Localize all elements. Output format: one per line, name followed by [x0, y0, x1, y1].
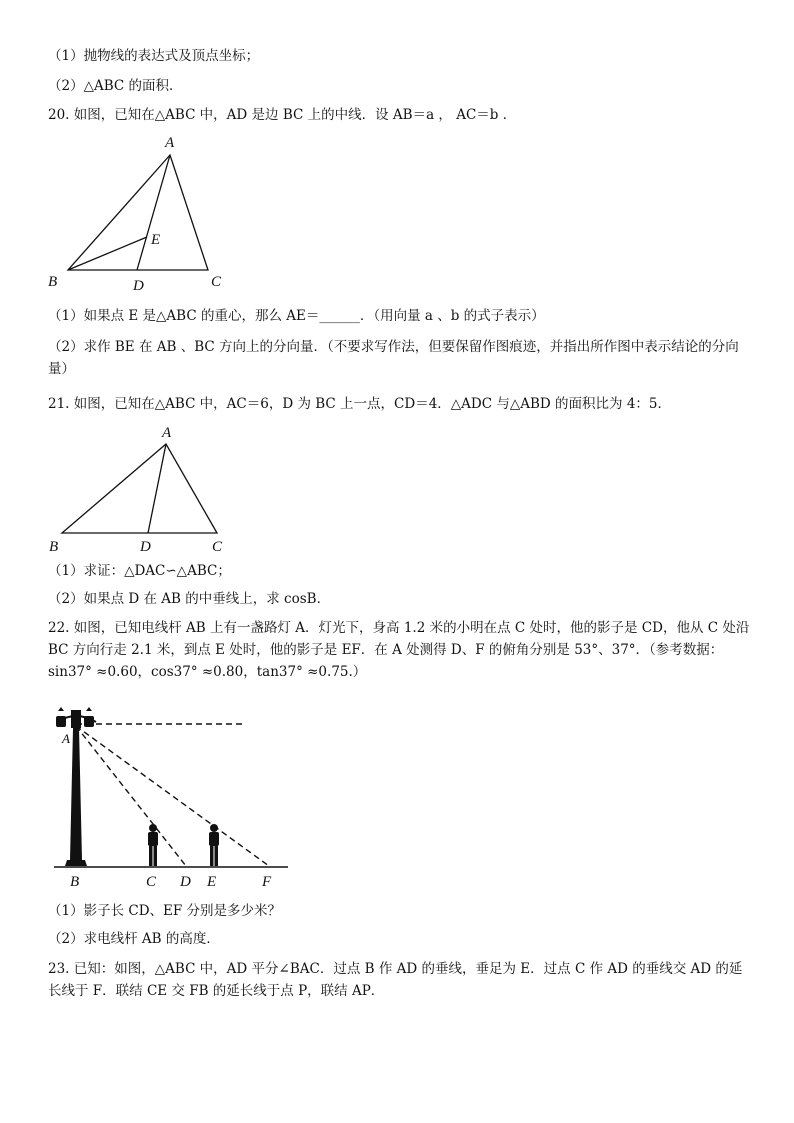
segment-be [68, 237, 147, 270]
label-b: B [49, 539, 59, 555]
person-at-c-icon [148, 824, 158, 866]
q21-part2: （2）如果点 D 在 AB 的中垂线上，求 cosB． [48, 591, 331, 607]
light-ray-to-d [76, 726, 186, 866]
label-d: D [140, 539, 151, 555]
label-a: A [62, 731, 70, 746]
label-c: C [212, 539, 223, 555]
label-f: F [262, 874, 272, 890]
label-a: A [165, 135, 175, 151]
figure-22-streetlight [40, 698, 300, 893]
q21-part1: （1）求证：△DAC∽△ABC； [48, 563, 231, 579]
median-ad [137, 155, 170, 270]
figure-21-triangle [40, 420, 240, 560]
person-at-e-icon [209, 824, 219, 866]
label-e: E [151, 232, 161, 248]
q21-stem: 21. 如图，已知在△ABC 中，AC＝6，D 为 BC 上一点，CD＝4．△ADC 与△ABD 的面积比为 4：5． [48, 396, 672, 412]
label-c: C [211, 274, 222, 290]
label-c: C [146, 874, 157, 890]
q22-stem: 22. 如图，已知电线杆 AB 上有一盏路灯 A．灯光下，身高 1.2 米的小明在点 C 处时，他的影子是 CD，他从 C 处沿 BC 方向行走 2.1 米，到点 E 处时，他的影子是 EF．在 A 处测得 D、F 的俯角分别是 53°、37°．（参考数据：sin37° ≈0.60，cos37° ≈0.80，tan37° ≈0.75.） [48, 620, 750, 680]
q19-part2: （2）△ABC 的面积． [48, 78, 183, 94]
triangle-abc [68, 155, 208, 270]
q23-stem: 23. 已知：如图，△ABC 中，AD 平分∠BAC．过点 B 作 AD 的垂线，垂足为 E．过点 C 作 AD 的垂线交 AD 的延长线于 F．联结 CE 交 FB 的延长线于点 P，联结 AP． [48, 961, 743, 999]
q22-part1: （1）影子长 CD、EF 分别是多少米？ [48, 903, 282, 919]
triangle-abc [62, 444, 217, 533]
label-b: B [48, 274, 58, 290]
q20-part2: （2）求作 BE 在 AB 、BC 方向上的分向量．（不要求写作法，但要保留作图痕迹，并指出所作图中表示结论的分向量） [48, 339, 739, 377]
light-ray-to-f [76, 726, 269, 866]
label-d: D [133, 278, 144, 294]
label-b: B [70, 874, 80, 890]
q20-stem: 20. 如图，已知在△ABC 中，AD 是边 BC 上的中线．设 AB＝a ， AC＝b ． [48, 107, 517, 123]
label-e: E [207, 874, 217, 890]
label-d: D [180, 874, 191, 890]
label-a: A [162, 425, 172, 441]
q20-part1: （1）如果点 E 是△ABC 的重心，那么 AE＝______．（用向量 a 、b 的式子表示） [48, 308, 545, 324]
q19-part1: （1）抛物线的表达式及顶点坐标； [48, 48, 260, 64]
q22-part2: （2）求电线杆 AB 的高度． [48, 931, 220, 947]
figure-20-triangle [40, 130, 240, 295]
